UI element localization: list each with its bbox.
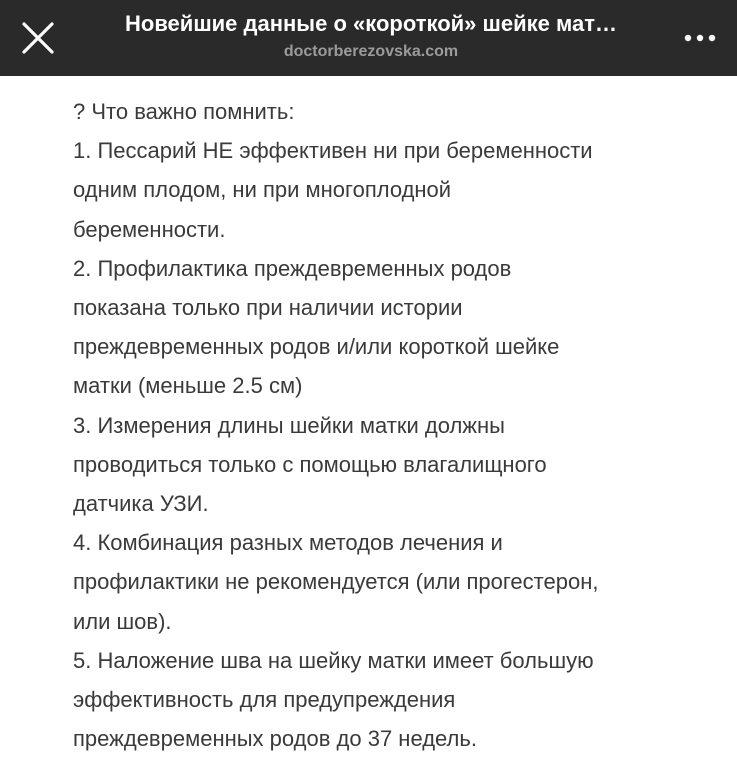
article-line: датчика УЗИ. <box>73 491 209 517</box>
close-icon <box>18 18 58 58</box>
article-line: преждевременных родов и/или короткой шейке <box>73 334 560 360</box>
article-line: проводиться только с помощью влагалищного <box>73 451 547 477</box>
article-line: 2. Профилактика преждевременных родов <box>73 255 512 281</box>
article-line: преждевременных родов до 37 недель. <box>73 726 477 752</box>
title-block <box>76 0 666 76</box>
more-button[interactable] <box>683 27 717 49</box>
article-content <box>73 92 723 758</box>
page-title: Новейшие данные о «короткой» шейке мат… <box>125 11 617 36</box>
article-line: одним плодом, ни при многоплодной <box>73 177 452 203</box>
article-line: эффективность для предупреждения <box>73 687 456 713</box>
article-line: ? Что важно помнить: <box>73 99 295 124</box>
article-line: беременности. <box>73 216 226 242</box>
article-line: или шов). <box>73 608 172 634</box>
page-domain: doctorberezovska.com <box>283 43 459 60</box>
article-line: 1. Пессарий НЕ эффективен ни при беременности <box>73 138 593 164</box>
close-button[interactable] <box>18 18 58 58</box>
article-line: 3. Измерения длины шейки матки должны <box>73 412 505 438</box>
top-bar <box>0 0 737 76</box>
more-dots-icon <box>683 27 717 49</box>
article-line: 5. Наложение шва на шейку матки имеет большую <box>73 647 594 673</box>
article-line: 4. Комбинация разных методов лечения и <box>73 530 503 556</box>
article-line: матки (меньше 2.5 см) <box>73 373 303 399</box>
article-line: показана только при наличии истории <box>73 295 463 321</box>
article-line: профилактики не рекомендуется (или прогестерон, <box>73 569 599 595</box>
